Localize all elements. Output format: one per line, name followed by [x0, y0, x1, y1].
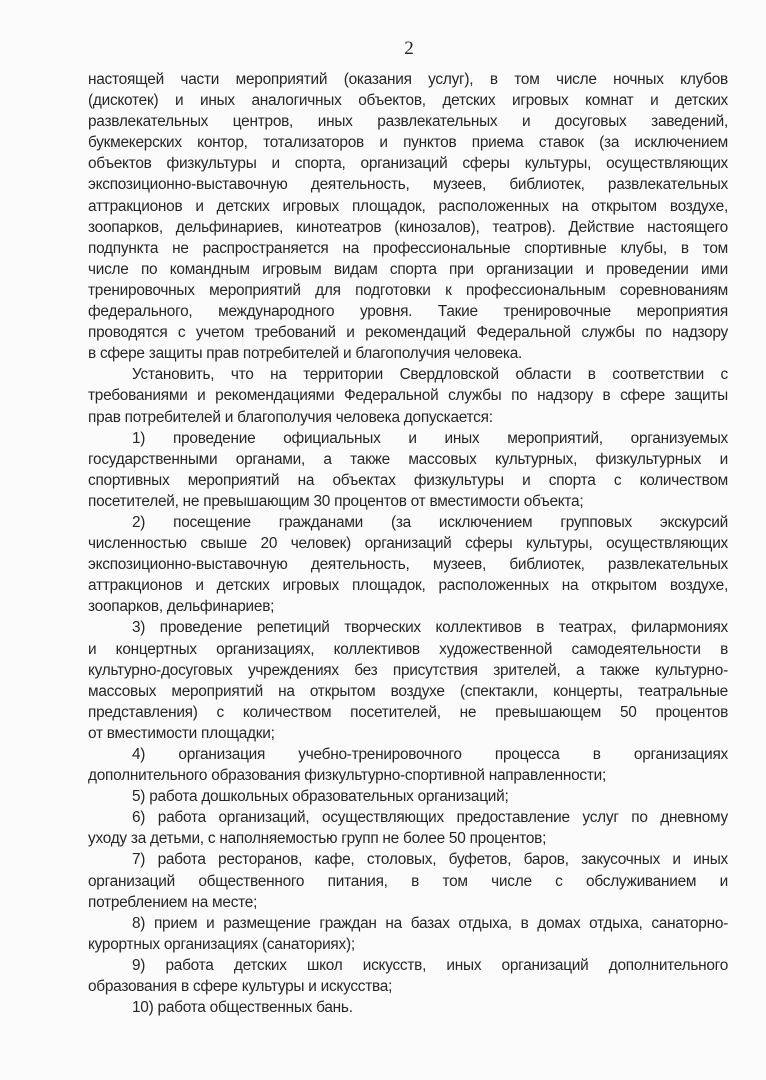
text-line: представления) с количеством посетителей, не превышающем 50 процентов [88, 703, 728, 721]
text-line: организаций общественного питания, в том числе с обслуживанием и [88, 872, 728, 890]
text-line: 6) работа организаций, осуществляющих предоставление услуг по дневному [132, 809, 728, 827]
paragraph [88, 849, 728, 912]
paragraph [88, 512, 728, 617]
text-line: настоящей части мероприятий (оказания услуг), в том числе ночных клубов [88, 71, 728, 88]
text-line: и концертных организациях, коллективов художественной самодеятельности в [88, 640, 728, 658]
document-body [88, 69, 728, 1018]
text-line: проводятся с учетом требований и рекомендаций Федеральной службы по надзору [88, 324, 728, 342]
text-line: курортных организациях (санаториях); [88, 935, 355, 953]
text-line: требованиями и рекомендациями Федеральной службы по надзору в сфере защиты [88, 387, 728, 405]
text-line: 1) проведение официальных и иных мероприятий, организуемых [132, 429, 728, 447]
text-line: 2) посещение гражданами (за исключением групповых экскурсий [132, 513, 728, 531]
text-line: потреблением на месте; [88, 893, 258, 911]
text-line: образования в сфере культуры и искусства; [88, 978, 393, 996]
text-line: массовых мероприятий на открытом воздухе (спектакли, концерты, театральные [88, 682, 728, 700]
paragraph [88, 786, 728, 807]
text-line: 3) проведение репетиций творческих коллективов в театрах, филармониях [132, 619, 728, 637]
text-line: спортивных мероприятий на объектах физкультуры и спорта с количеством [88, 471, 728, 489]
text-line: подпункта не распространяется на профессиональные спортивные клубы, в том [88, 239, 728, 257]
text-line: 9) работа детских школ искусств, иных организаций дополнительного [132, 956, 728, 974]
text-line: от вместимости площадки; [88, 724, 275, 742]
text-line: зоопарков, дельфинариев, кинотеатров (кинозалов), театров). Действие настоящего [88, 218, 728, 236]
text-line: букмекерских контор, тотализаторов и пунктов приема ставок (за исключением [88, 134, 728, 152]
paragraph [88, 69, 728, 364]
text-line: численностью свыше 20 человек) организаций сферы культуры, осуществляющих [88, 535, 728, 553]
text-line: аттракционов и детских игровых площадок, расположенных на открытом воздухе, [88, 577, 728, 595]
text-line: развлекательных центров, иных развлекательных и досуговых заведений, [88, 113, 728, 131]
paragraph [88, 955, 728, 997]
text-line: 4) организация учебно-тренировочного процесса в организациях [132, 746, 728, 763]
text-line: тренировочных мероприятий для подготовки к профессиональным соревнованиям [88, 281, 728, 299]
text-line: в сфере защиты прав потребителей и благополучия человека. [88, 345, 523, 363]
paragraph [88, 807, 728, 849]
text-line: объектов физкультуры и спорта, организаций сферы культуры, осуществляющих [88, 155, 728, 173]
text-line: 5) работа дошкольных образовательных организаций; [132, 788, 509, 806]
text-line: 7) работа ресторанов, кафе, столовых, буфетов, баров, закусочных и иных [132, 851, 728, 869]
text-line: культурно-досуговых учреждениях без присутствия зрителей, а также культурно- [88, 661, 728, 679]
text-line: экспозиционно-выставочную деятельность, музеев, библиотек, развлекательных [88, 556, 728, 574]
text-line: 8) прием и размещение граждан на базах отдыха, в домах отдыха, санаторно- [132, 914, 728, 932]
text-line: числе по командным игровым видам спорта при организации и проведении ими [88, 260, 728, 278]
text-line: уходу за детьми, с наполняемостью групп не более 50 процентов; [88, 830, 547, 848]
paragraph [88, 913, 728, 955]
page-number: 2 [404, 38, 414, 59]
paragraph [88, 744, 728, 786]
text-line: (дискотек) и иных аналогичных объектов, детских игровых комнат и детских [88, 92, 728, 110]
text-line: государственными органами, а также массовых культурных, физкультурных и [88, 450, 728, 468]
paragraph [88, 617, 728, 744]
text-line: дополнительного образования физкультурно-спортивной направленности; [88, 767, 607, 785]
text-line: посетителей, не превышающим 30 процентов от вместимости объекта; [88, 492, 584, 510]
text-line: федерального, международного уровня. Такие тренировочные мероприятия [88, 303, 728, 321]
text-line: зоопарков, дельфинариев; [88, 598, 275, 616]
text-line: аттракционов и детских игровых площадок, расположенных на открытом воздухе, [88, 197, 728, 215]
text-line: Установить, что на территории Свердловской области в соответствии с [132, 366, 728, 384]
paragraph [88, 997, 728, 1018]
text-line: экспозиционно-выставочную деятельность, музеев, библиотек, развлекательных [88, 176, 728, 194]
paragraph [88, 364, 728, 427]
paragraph [88, 428, 728, 512]
text-line: прав потребителей и благополучия человека допускается: [88, 408, 493, 426]
text-line: 10) работа общественных бань. [132, 999, 353, 1017]
